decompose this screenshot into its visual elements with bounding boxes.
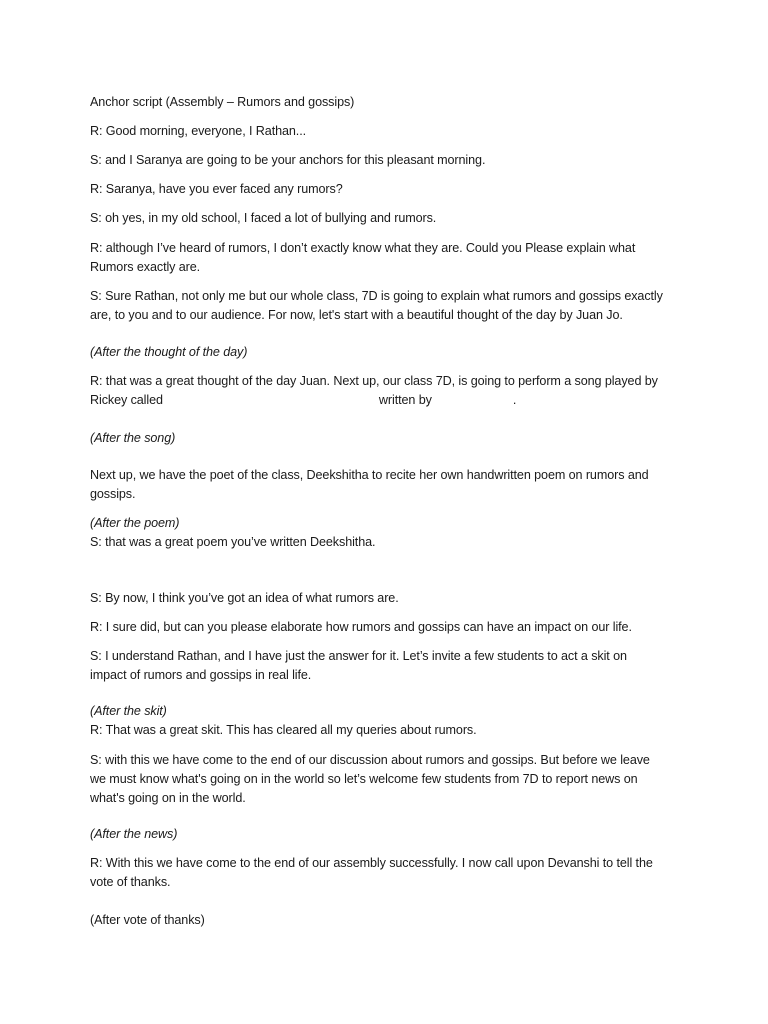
script-line: R: that was a great thought of the day Juan. Next up, our class 7D, is going to perform a song played by: [90, 374, 658, 388]
script-line: S: I understand Rathan, and I have just the answer for it. Let’s invite a few students to act a skit on: [90, 649, 627, 663]
script-line: S: By now, I think you’ve got an idea of what rumors are.: [90, 591, 399, 605]
stage-direction: (After the thought of the day): [90, 345, 248, 359]
song-line-prefix: Rickey called: [90, 393, 163, 407]
script-line: Next up, we have the poet of the class, Deekshitha to recite her own handwritten poem on rumors and: [90, 468, 649, 482]
script-line: Rumors exactly are.: [90, 260, 201, 274]
script-line: R: I sure did, but can you please elaborate how rumors and gossips can have an impact on our life.: [90, 620, 632, 634]
stage-direction: (After the song): [90, 431, 176, 445]
stage-direction: (After the poem): [90, 516, 180, 530]
script-line: S: that was a great poem you’ve written Deekshitha.: [90, 535, 376, 549]
script-line: are, to you and to our audience. For now, let's start with a beautiful thought of the day by Juan Jo.: [90, 308, 623, 322]
script-line: R: Good morning, everyone, I Rathan...: [90, 124, 307, 138]
document-title: Anchor script (Assembly – Rumors and gossips): [90, 95, 355, 109]
song-line-middle: written by: [378, 393, 432, 407]
script-line: what's going on in the world.: [90, 791, 246, 805]
script-line: impact of rumors and gossips in real life.: [90, 668, 312, 682]
script-line: S: with this we have come to the end of our discussion about rumors and gossips. But before we leave: [90, 753, 650, 767]
stage-direction-plain: (After vote of thanks): [90, 913, 205, 927]
script-line: we must know what's going on in the world so let’s welcome few students from 7D to report news on: [90, 772, 638, 786]
script-line: R: Saranya, have you ever faced any rumors?: [90, 182, 343, 196]
song-line-end: .: [512, 393, 517, 407]
script-line: S: Sure Rathan, not only me but our whole class, 7D is going to explain what rumors and gossips exactly: [90, 289, 663, 303]
script-line: S: and I Saranya are going to be your anchors for this pleasant morning.: [90, 153, 486, 167]
script-line: R: With this we have come to the end of our assembly successfully. I now call upon Devanshi to tell the: [90, 856, 653, 870]
script-line: R: although I’ve heard of rumors, I don’t exactly know what they are. Could you Please explain what: [90, 241, 636, 255]
stage-direction: (After the skit): [90, 704, 167, 718]
script-line: gossips.: [90, 487, 136, 501]
script-line-with-blanks: [90, 391, 680, 410]
script-line: R: That was a great skit. This has cleared all my queries about rumors.: [90, 723, 477, 737]
script-line: S: oh yes, in my old school, I faced a lot of bullying and rumors.: [90, 211, 437, 225]
script-line: vote of thanks.: [90, 875, 171, 889]
stage-direction: (After the news): [90, 827, 178, 841]
